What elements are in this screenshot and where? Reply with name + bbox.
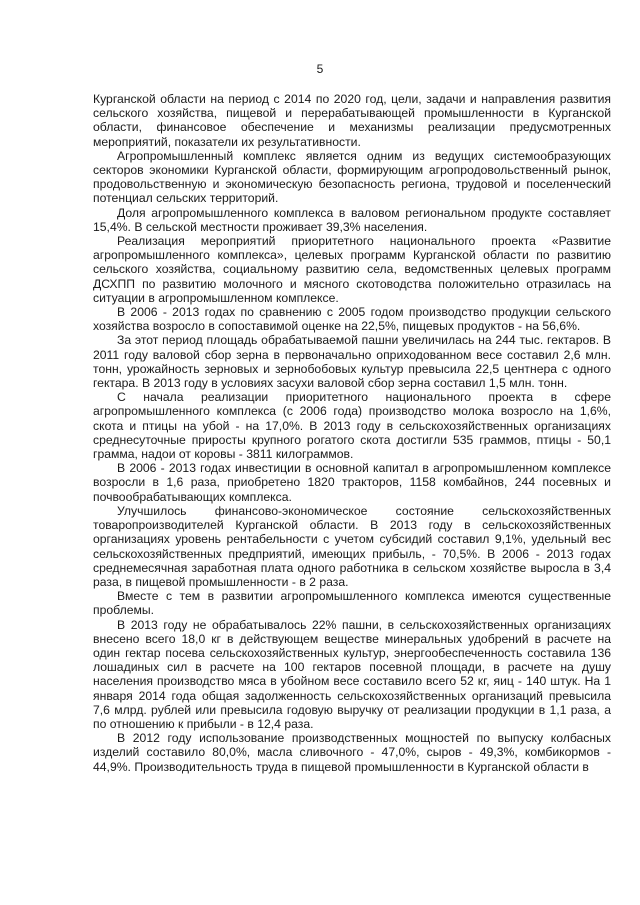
paragraph: С начала реализации приоритетного национального проекта в сфере агропромышленного комплекса (с 2006 года) производство молока возросло на 1,6%, скота и птицы на убой - на 17,0%. В 2013 году в сельскохозяйственных организациях среднесуточные приросты крупного рогатого скота достигли 535 граммов, птицы - 50,1 грамма, надои от коровы - 3811 килограммов.	[93, 390, 611, 462]
paragraph: В 2012 году использование производственных мощностей по выпуску колбасных изделий составило 80,0%, масла сливочного - 47,0%, сыров - 49,3%, комбикормов - 44,9%. Производительность труда в пищевой промышленности в Курганской области в	[93, 731, 611, 774]
paragraph: Агропромышленный комплекс является одним из ведущих системообразующих секторов экономики Курганской области, формирующим агропродовольственный рынок, продовольственную и экономическую безопасность региона, трудовой и поселенческий потенциал сельских территорий.	[93, 148, 611, 206]
paragraph: Улучшилось финансово-экономическое состояние сельскохозяйственных товаропроизводителей Курганской области. В 2013 году в сельскохозяйственных организациях уровень рентабельности с учетом субсидий составил 9,1%, удельный вес сельскохозяйственных предприятий, имеющих прибыль, - 70,5%. В 2006 - 2013 годах среднемесячная заработная плата одного работника в сельском хозяйстве выросла в 3,4 раза, в пищевой промышленности - в 2 раза.	[93, 503, 611, 589]
paragraph: В 2013 году не обрабатывалось 22% пашни, в сельскохозяйственных организациях внесено всего 18,0 кг в действующем веществе минеральных удобрений в расчете на один гектар посева сельскохозяйственных культур, энергообеспеченность составила 136 лошадиных сил в расчете на 100 гектаров посевной площади, в расчете на душу населения производство мяса в убойном весе составило всего 52 кг, яиц - 140 штук. На 1 января 2014 года общая задолженность сельскохозяйственных организаций превысила 7,6 млрд. рублей или превысила годовую выручку от реализации продукции в 1,1 раза, а по отношению к прибыли - в 12,4 раза.	[93, 617, 611, 731]
paragraph: В 2006 - 2013 годах инвестиции в основной капитал в агропромышленном комплексе возросли в 1,6 раза, приобретено 1820 тракторов, 1158 комбайнов, 244 посевных и почвообрабатывающих комплекса.	[93, 461, 611, 504]
body-text	[93, 92, 611, 774]
paragraph: В 2006 - 2013 годах по сравнению с 2005 годом производство продукции сельского хозяйства возросло в сопоставимой оценке на 22,5%, пищевых продуктов - на 56,6%.	[93, 305, 611, 334]
paragraph: Курганской области на период с 2014 по 2020 год, цели, задачи и направления развития сельского хозяйства, пищевой и перерабатывающей промышленности в Курганской области, финансовое обеспечение и механизмы реализации предусмотренных мероприятий, показатели их результативности.	[93, 92, 611, 149]
paragraph: Реализация мероприятий приоритетного национального проекта «Развитие агропромышленного комплекса», целевых программ Курганской области по развитию сельского хозяйства, социальному развитию села, ведомственных целевых программ ДСХПП по развитию молочного и мясного скотоводства положительно отразилась на ситуации в агропромышленном комплексе.	[93, 234, 611, 305]
paragraph: Вместе с тем в развитии агропромышленного комплекса имеются существенные проблемы.	[93, 589, 611, 618]
paragraph: За этот период площадь обрабатываемой пашни увеличилась на 244 тыс. гектаров. В 2011 году валовой сбор зерна в первоначально оприходованном весе составил 2,6 млн. тонн, урожайность зерновых и зернобобовых культур превысила 22,5 центнера с одного гектара. В 2013 году в условиях засухи валовой сбор зерна составил 1,5 млн. тонн.	[93, 333, 611, 391]
paragraph: Доля агропромышленного комплекса в валовом региональном продукте составляет 15,4%. В сельской местности проживает 39,3% населения.	[93, 205, 611, 234]
page-number: 5	[316, 62, 324, 76]
